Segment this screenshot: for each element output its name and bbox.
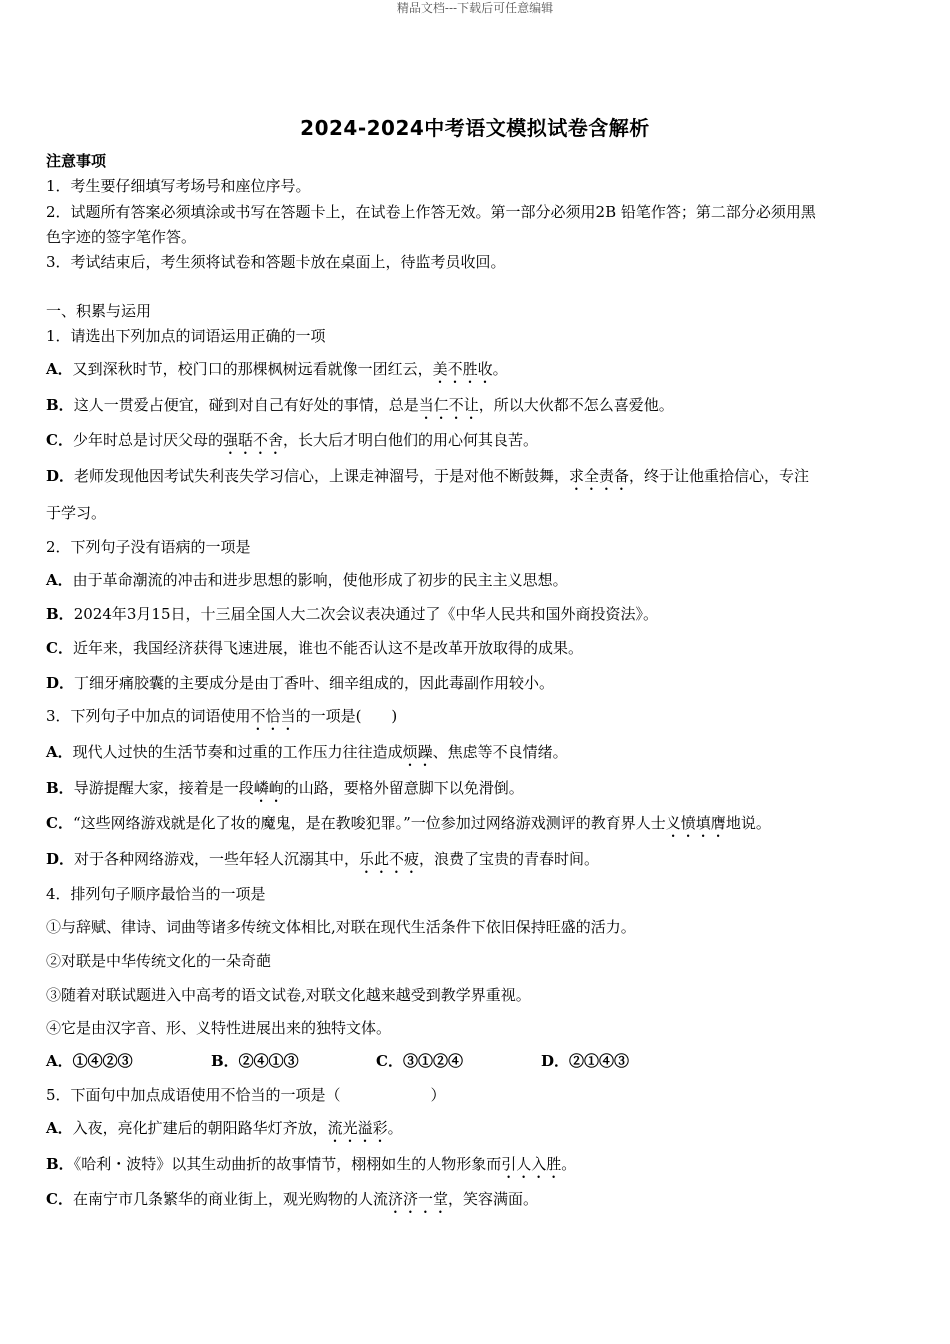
question-4-sentence: ②对联是中华传统文化的一朵奇葩 — [46, 952, 272, 970]
question-2-option-c — [46, 639, 904, 657]
option-text: 在南宁市几条繁华的商业街上，观光购物的人流 — [72, 1190, 388, 1208]
question-5-option-c — [46, 1190, 904, 1217]
question-5-option-b — [46, 1155, 904, 1182]
option-text: ，长大后才明白他们的用心何其良苦。 — [282, 431, 538, 449]
option-text: 。 — [492, 360, 508, 378]
question-2-option-b — [46, 605, 904, 623]
emphasized-phrase: 当仁不让 — [418, 396, 479, 414]
option-label: C． — [46, 639, 73, 657]
question-3-option-c — [46, 814, 904, 841]
question-4-sentence: ③随着对联试题进入中高考的语文试卷,对联文化越来越受到教学界重视。 — [46, 986, 531, 1004]
option-text: 、焦虑等不良情绪。 — [432, 743, 568, 761]
option-label: A． — [46, 360, 73, 378]
option-text: 这人一贯爱占便宜，碰到对自己有好处的事情，总是 — [73, 396, 419, 414]
option-text: 老师发现他因考试失利丧失学习信心，上课走神溜号，于是对他不断鼓舞， — [74, 467, 570, 485]
option-text: 。 — [387, 1119, 403, 1137]
question-3-option-d — [46, 850, 904, 877]
emphasized-phrase: 美不胜收 — [432, 360, 493, 378]
question-4-sentence: ④它是由汉字音、形、义特性进展出来的独特文体。 — [46, 1019, 392, 1037]
option-label: C． — [46, 431, 73, 449]
option-label: B． — [46, 605, 74, 623]
question-1-option-c — [46, 431, 904, 458]
option-label: B． — [46, 396, 74, 414]
option-label: B． — [46, 779, 74, 797]
option-text: ，终于让他重拾信心，专注 — [629, 467, 810, 485]
question-4-option-a: A．①④②③ — [46, 1052, 133, 1070]
option-text: 的山路，要格外留意脚下以免滑倒。 — [283, 779, 524, 797]
notice-item: 3．考试结束后，考生须将试卷和答题卡放在桌面上，待监考员收回。 — [46, 253, 506, 271]
question-1-option-d-cont: 于学习。 — [46, 504, 107, 522]
page-title: 2024-2024中考语文模拟试卷含解析 — [300, 116, 650, 140]
question-3-option-b — [46, 779, 904, 806]
option-label: A． — [46, 571, 73, 589]
option-label: D． — [46, 674, 75, 692]
option-label: C． — [46, 814, 73, 832]
question-4-option-b: B．②④①③ — [211, 1052, 299, 1070]
stem-text: 的一项是( ) — [295, 707, 398, 725]
option-label: A． — [46, 1119, 73, 1137]
option-text: “这些网络游戏就是化了妆的魔鬼，是在教唆犯罪。”一位参加过网络游戏测评的教育界人士 — [72, 814, 666, 832]
notice-heading: 注意事项 — [46, 152, 107, 170]
question-1-option-b — [46, 396, 904, 423]
notice-item: 1．考生要仔细填写考场号和座位序号。 — [46, 177, 311, 195]
option-text: 地说。 — [725, 814, 771, 832]
emphasized-phrase: 流光溢彩 — [327, 1119, 388, 1137]
emphasized-phrase: 求全责备 — [569, 467, 630, 485]
option-label: C． — [46, 1190, 73, 1208]
question-4-stem: 4．排列句子顺序最恰当的一项是 — [46, 885, 266, 903]
section-heading: 一、积累与运用 — [46, 302, 152, 320]
option-label: D． — [46, 467, 75, 485]
option-text: 又到深秋时节，校门口的那棵枫树远看就像一团红云， — [72, 360, 433, 378]
emphasized-phrase: 济济一堂 — [387, 1190, 448, 1208]
option-text: 近年来，我国经济获得飞速进展，谁也不能否认这不是改革开放取得的成果。 — [72, 639, 583, 657]
question-2-stem: 2．下列句子没有语病的一项是 — [46, 538, 251, 556]
option-label: B． — [46, 1155, 74, 1173]
option-label: A． — [46, 743, 73, 761]
notice-item: 2．试题所有答案必须填涂或书写在答题卡上，在试卷上作答无效。第一部分必须用2B 铅笔作答；第二部分必须用黑 — [46, 203, 816, 221]
question-4-option-c: C．③①②④ — [376, 1052, 463, 1070]
question-3-stem — [46, 707, 904, 734]
option-text: ，笑容满面。 — [447, 1190, 538, 1208]
question-1-option-d — [46, 467, 904, 494]
option-text: 丁细牙痛胶囊的主要成分是由丁香叶、细辛组成的，因此毒副作用较小。 — [74, 674, 555, 692]
option-text: 对于各种网络游戏，一些年轻人沉溺其中， — [74, 850, 360, 868]
emphasized-phrase: 不恰当 — [250, 707, 296, 725]
option-text: 《哈利・波特》以其生动曲折的故事情节，栩栩如生的人物形象而 — [73, 1155, 502, 1173]
option-text: 。 — [561, 1155, 577, 1173]
option-text: 2024年3月15日，十三届全国人大二次会议表决通过了《中华人民共和国外商投资法》。 — [73, 605, 658, 623]
question-4-sentence: ①与辞赋、律诗、词曲等诸多传统文体相比,对联在现代生活条件下依旧保持旺盛的活力。 — [46, 918, 636, 936]
emphasized-phrase: 引人入胜 — [501, 1155, 562, 1173]
emphasized-phrase: 义愤填膺 — [665, 814, 726, 832]
question-5-option-a — [46, 1119, 904, 1146]
option-text: 导游提醒大家，接着是一段 — [73, 779, 254, 797]
option-text: ，浪费了宝贵的青春时间。 — [419, 850, 600, 868]
emphasized-phrase: 乐此不疲 — [359, 850, 420, 868]
stem-text: 3．下列句子中加点的词语使用 — [46, 707, 251, 725]
option-text: 现代人过快的生活节奏和过重的工作压力往往造成 — [72, 743, 403, 761]
question-1-option-a — [46, 360, 904, 387]
option-text: 由于革命潮流的冲击和进步思想的影响，使他形成了初步的民主主义思想。 — [72, 571, 568, 589]
option-text: 少年时总是讨厌父母的 — [72, 431, 223, 449]
emphasized-phrase: 强聒不舍 — [222, 431, 283, 449]
question-2-option-d — [46, 674, 904, 692]
option-text: 入夜，亮化扩建后的朝阳路华灯齐放， — [72, 1119, 328, 1137]
notice-item: 色字迹的签字笔作答。 — [46, 228, 197, 246]
emphasized-phrase: 烦躁 — [402, 743, 433, 761]
question-4-option-d: D．②①④③ — [541, 1052, 630, 1070]
page-header: 精品文档---下载后可任意编辑 — [396, 1, 554, 15]
question-2-option-a — [46, 571, 904, 589]
option-label: D． — [46, 850, 75, 868]
question-5-stem: 5．下面句中加点成语使用不恰当的一项是（ ） — [46, 1086, 446, 1104]
question-3-option-a — [46, 743, 904, 770]
option-text: ，所以大伙都不怎么喜爱他。 — [478, 396, 674, 414]
question-1-stem: 1．请选出下列加点的词语运用正确的一项 — [46, 327, 326, 345]
emphasized-phrase: 嶙峋 — [253, 779, 284, 797]
